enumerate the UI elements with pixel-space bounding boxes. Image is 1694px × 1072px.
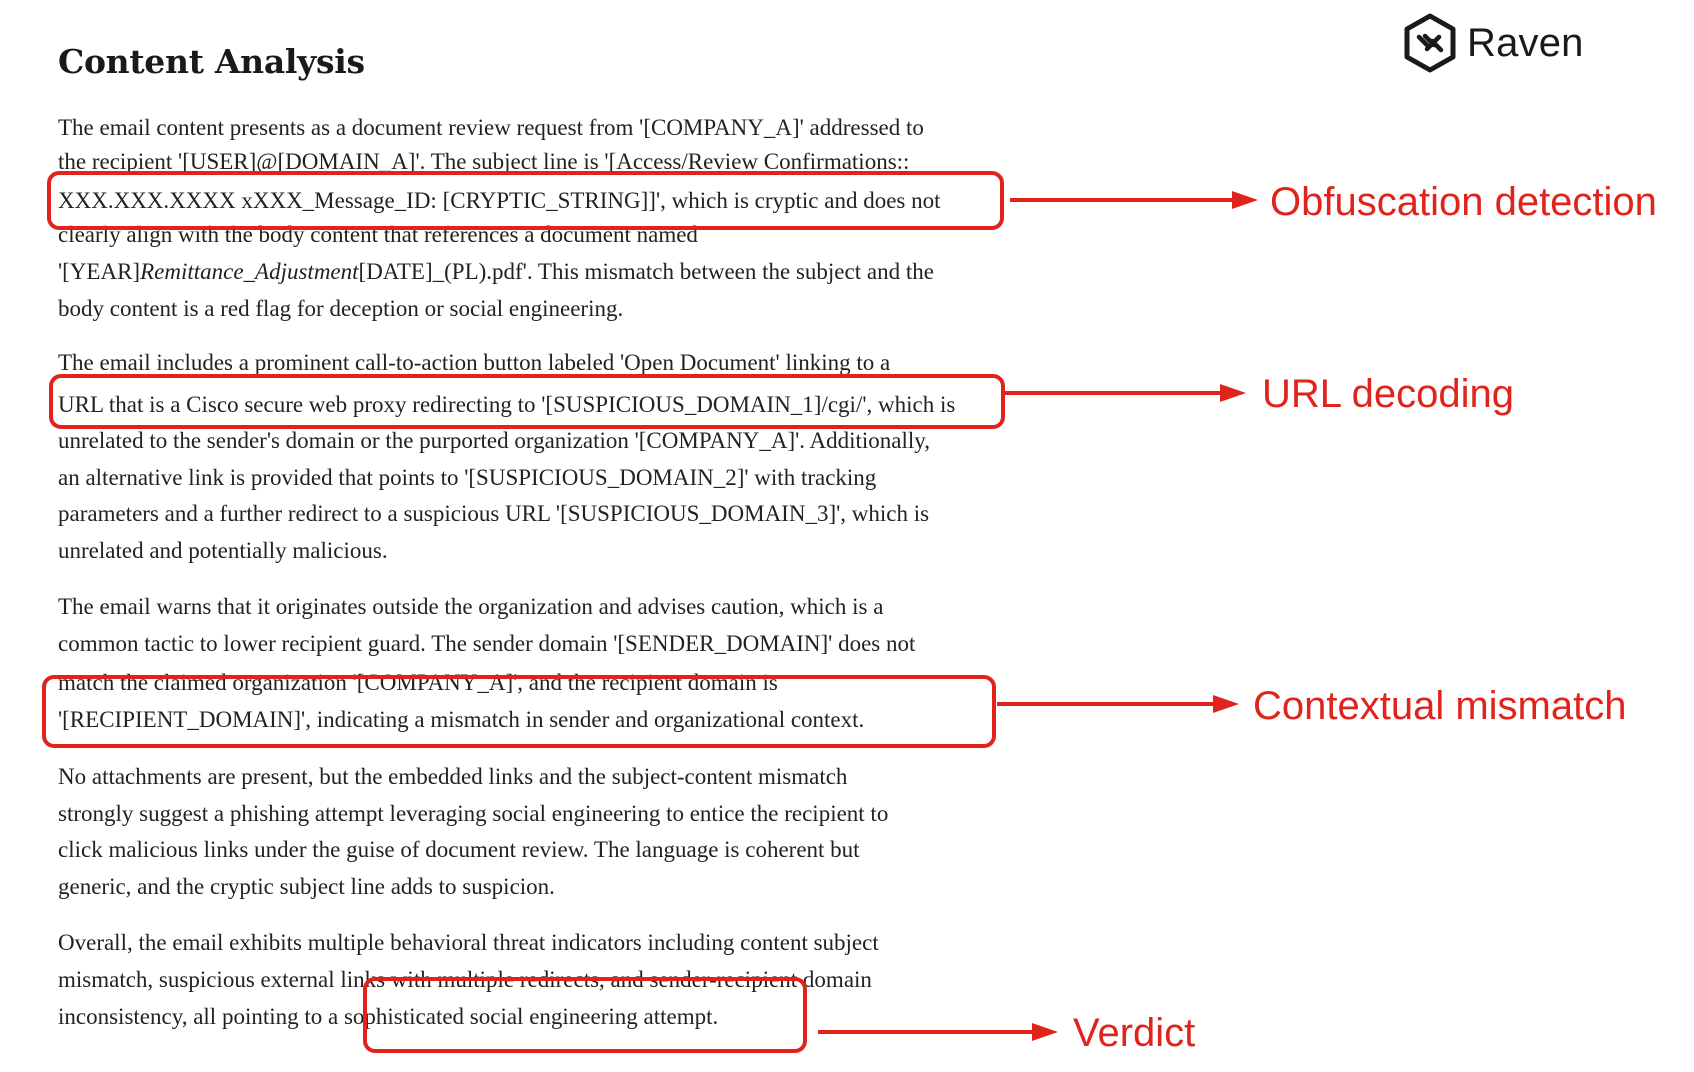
contextual-mismatch-highlight-box <box>42 675 996 748</box>
annotation-contextual-mismatch: Contextual mismatch <box>1253 684 1627 728</box>
paragraph-line-with-italic <box>58 257 934 287</box>
contextual-mismatch-arrow-icon <box>997 692 1241 716</box>
paragraph-line: '[RECIPIENT_DOMAIN]', indicating a mismatch in sender and organizational context. <box>58 707 865 732</box>
paragraph-line: inconsistency, all pointing to a sophisticated social engineering attempt. <box>58 1004 719 1029</box>
paragraph-line: body content is a red flag for deception or social engineering. <box>58 296 624 321</box>
paragraph-line: mismatch, suspicious external links with multiple redirects, and sender-recipient domain <box>58 967 872 992</box>
page-title: Content Analysis <box>58 42 365 81</box>
url-decoding-highlight-box <box>49 374 1005 429</box>
italic-filename-segment: Remittance_Adjustment <box>140 259 359 284</box>
paragraph-line: clearly align with the body content that references a document named <box>58 222 698 247</box>
annotation-obfuscation-detection: Obfuscation detection <box>1270 180 1657 224</box>
paragraph-line: common tactic to lower recipient guard. The sender domain '[SENDER_DOMAIN]' does not <box>58 631 916 656</box>
paragraph-line: parameters and a further redirect to a suspicious URL '[SUSPICIOUS_DOMAIN_3]', which is <box>58 501 930 526</box>
verdict-arrow-icon <box>818 1020 1060 1044</box>
raven-hexagon-logo-icon <box>1403 13 1457 73</box>
text-segment: '[YEAR] <box>58 259 141 284</box>
paragraph-line: unrelated and potentially malicious. <box>58 538 388 563</box>
paragraph-line: generic, and the cryptic subject line adds to suspicion. <box>58 874 555 899</box>
brand-logo <box>1403 12 1584 74</box>
paragraph-line: URL that is a Cisco secure web proxy redirecting to '[SUSPICIOUS_DOMAIN_1]/cgi/', which is <box>58 392 956 417</box>
obfuscation-highlight-box <box>47 171 1004 230</box>
paragraph-line: XXX.XXX.XXXX xXXX_Message_ID: [CRYPTIC_STRING]]', which is cryptic and does not <box>58 188 941 213</box>
paragraph-line: match the claimed organization '[COMPANY_A]', and the recipient domain is <box>58 670 778 695</box>
annotation-url-decoding: URL decoding <box>1262 372 1515 416</box>
brand-name: Raven <box>1467 21 1584 65</box>
paragraph-line: the recipient '[USER]@[DOMAIN_A]'. The subject line is '[Access/Review Confirmations:: <box>58 149 910 174</box>
paragraph-line: The email includes a prominent call-to-action button labeled 'Open Document' linking to a <box>58 350 891 375</box>
paragraph-line: The email warns that it originates outside the organization and advises caution, which is a <box>58 594 884 619</box>
paragraph-line: strongly suggest a phishing attempt leveraging social engineering to entice the recipient to <box>58 801 889 826</box>
paragraph-line: an alternative link is provided that points to '[SUSPICIOUS_DOMAIN_2]' with tracking <box>58 465 877 490</box>
verdict-highlight-box <box>363 977 807 1053</box>
paragraph-line: The email content presents as a document review request from '[COMPANY_A]' addressed to <box>58 115 924 140</box>
paragraph-line: click malicious links under the guise of document review. The language is coherent but <box>58 837 860 862</box>
paragraph-line: No attachments are present, but the embedded links and the subject-content mismatch <box>58 764 848 789</box>
paragraph-line: unrelated to the sender's domain or the purported organization '[COMPANY_A]'. Additionally, <box>58 428 931 453</box>
paragraph-line: Overall, the email exhibits multiple behavioral threat indicators including content subject <box>58 930 879 955</box>
annotation-verdict: Verdict <box>1073 1011 1196 1055</box>
obfuscation-arrow-icon <box>1010 188 1260 212</box>
url-decoding-arrow-icon <box>1005 381 1248 405</box>
text-segment: [DATE]_(PL).pdf'. This mismatch between the subject and the <box>358 259 934 284</box>
